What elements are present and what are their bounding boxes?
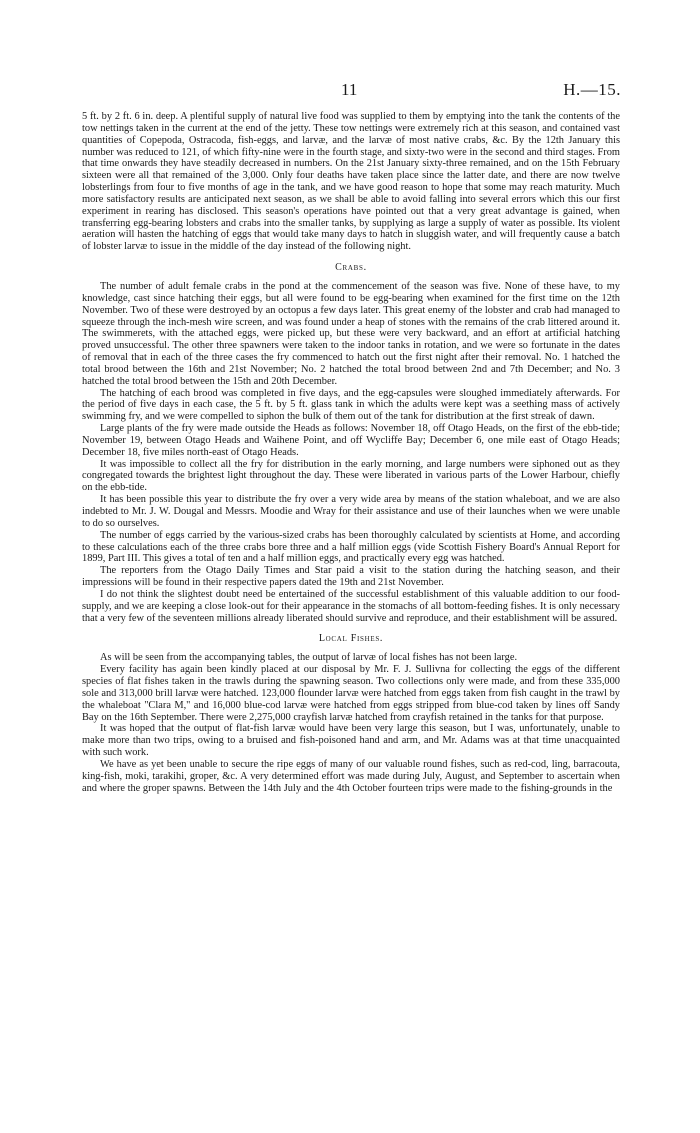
paragraph: 5 ft. by 2 ft. 6 in. deep. A plentiful supply of natural live food was supplied to them by emptying into the tank the contents of the tow nettings taken in the current at the end of the jetty. These tow nettings were extremely rich at this season, and contained vast quantities of Copepoda, Ostracoda, fish-eggs, and larvæ, and the larvæ of most native crabs, &c. By the 12th January this number was reduced to 121, of which fifty-nine were in the fourth stage, and sixty-two were in the second and third stages. From that time onwards they have steadily decreased in numbers. On the 21st January sixty-three remained, and on the 15th February sixteen were all that remained of the 3,000. Only four deaths have taken place since the latter date, and there are now twelve lobsterlings from four to five months of age in the tank, and we have good reason to hope that some may reach maturity. Much more satisfactory results are anticipated next season, as we shall be able to avoid falling into several errors which this our first experiment in rearing has disclosed. This season's operations have pointed out that a very great advantage is gained, when transferring egg-bearing lobsters and crabs into the smaller tanks, by supplying as large a supply of water as possible. Its violent aeration will hasten the hatching of eggs that would take many days to hatch in sluggish water, and will frequently cause a batch of lobster larvæ to issue in the middle of the day instead of the following night. [82, 111, 620, 253]
paragraph: It was hoped that the output of flat-fish larvæ would have been very large this season, but I was, unfortunately, unable to make more than two trips, owing to a bruised and fish-poisoned hand and arm, and Mr. Adams was at that time unacquainted with such work. [82, 723, 620, 759]
paragraph: Large plants of the fry were made outside the Heads as follows: November 18, off Otago Heads, on the first of the ebb-tide; November 19, between Otago Heads and Waihene Point, and off Wycliffe Bay; December 6, one mile east of Otago Heads; December 18, five miles north-east of Otago Heads. [82, 423, 620, 458]
paragraph: As will be seen from the accompanying tables, the output of larvæ of local fishes has not been large. [100, 652, 518, 664]
page-header [0, 80, 700, 104]
paragraph: It has been possible this year to distribute the fry over a very wide area by means of the station whaleboat, and we are also indebted to Mr. J. W. Dougal and Messrs. Moodie and Wray for their assistance and use of their launches when we were unable to do so ourselves. [82, 494, 620, 529]
page-number: 11 [341, 80, 358, 99]
section-heading-crabs: Crabs. [335, 262, 367, 274]
paragraph: The reporters from the Otago Daily Times and Star paid a visit to the station during the hatching season, and their impressions will be found in their respective papers dated the 19th and 21st November. [82, 565, 620, 589]
paragraph: The number of eggs carried by the various-sized crabs has been thoroughly calculated by scientists at Home, and according to these calculations each of the three crabs bore three and a half million eggs (vide Scottish Fishery Board's Annual Report for 1899, Part III. This gives a total of ten and a half million eggs, and practically every egg was hatched. [82, 529, 620, 565]
paragraph: I do not think the slightest doubt need be entertained of the successful establishment of this valuable addition to our food-supply, and we are keeping a close look-out for their appearance in the stomachs of all bottom-feeding fishes. It is only necessary that a very few of the seventeen millions already liberated should survive and reproduce, and their establishment will be assured. [82, 588, 620, 624]
paragraph: The number of adult female crabs in the pond at the commencement of the season was five. None of these have, to my knowledge, cast since hatching their eggs, but all were found to be egg-bearing when examined for the first time on the 12th November. Two of these were destroyed by an octopus a few days later. This great enemy of the lobster and crab had managed to squeeze through the inch-mesh wire screen, and was found under a heap of stones with the remains of the crab littered around it. The swimmerets, with the attached eggs, were picked up, but these were very backward, and an effort at artificial hatching proved unsuccessful. The other three spawners were taken to the indoor tanks in rotation, and we were so fortunate in the dates of removal that in each of the three cases the fry commenced to hatch out the first night after their removal. No. 1 hatched the total brood between the 16th and 21st November; No. 2 hatched the total brood between 2nd and 7th December; and No. 3 hatched the total brood between the 15th and 20th December. [82, 280, 620, 387]
paragraph: We have as yet been unable to secure the ripe eggs of many of our valuable round fishes, such as red-cod, ling, barracouta, king-fish, moki, tarakihi, groper, &c. A very determined effort was made during July, August, and September to ascertain when and where the groper spawns. Between the 14th July and the 4th October fourteen trips were made to the fishing-grounds in the [82, 758, 620, 794]
body-text [82, 111, 620, 794]
paragraph: The hatching of each brood was completed in five days, and the egg-capsules were sloughed immediately afterwards. For the period of five days in each case, the 5 ft. by 5 ft. glass tank in which the adults were kept was a seething mass of actively swimming fry, and we were compelled to siphon the bulk of them out of the tank for distribution at the first streak of dawn. [82, 387, 620, 423]
paragraph: Every facility has again been kindly placed at our disposal by Mr. F. J. Sullivna for collecting the eggs of the different species of flat fishes taken in the trawls during the spawning season. Two collections only were made, and from these 335,000 sole and 313,000 brill larvæ were hatched. 123,000 flounder larvæ were hatched from eggs taken from fish caught in the trawl by the whaleboat "Clara M," and 16,000 blue-cod larvæ were hatched from eggs stripped from blue-cod taken by lines off Sandy Bay on the 16th September. There were 2,275,000 crayfish larvæ hatched from crayfish retained in the tanks for that purpose. [82, 664, 620, 723]
paragraph: It was impossible to collect all the fry for distribution in the early morning, and large numbers were siphoned out as they congregated towards the brightest light throughout the day. These were liberated in various parts of the Lower Harbour, chiefly on the ebb-tide. [82, 458, 620, 494]
document-reference: H.—15. [563, 80, 621, 99]
section-heading-local-fishes: Local Fishes. [318, 633, 384, 645]
